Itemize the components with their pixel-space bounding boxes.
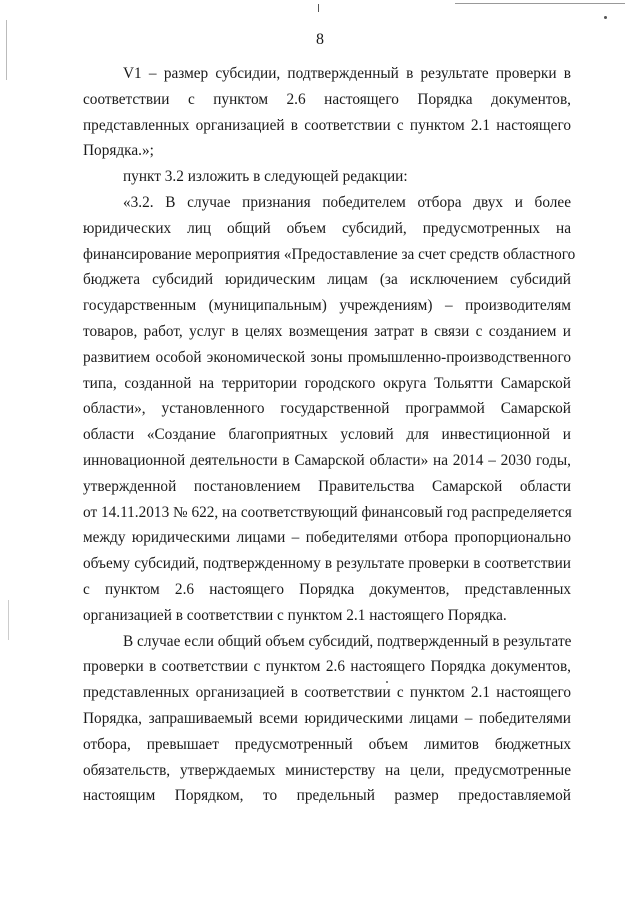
text-line: с пунктом 2.6 настоящего Порядка документов, представленных (83, 581, 571, 598)
text-line: инновационной деятельности в Самарской области» на 2014 – 2030 годы, (83, 452, 571, 469)
text-line: финансирование мероприятия «Предоставление за счет средств областного (83, 245, 576, 263)
scan-edge-mark (6, 20, 7, 80)
text-line: области», установленного государственной программой Самарской (83, 400, 571, 418)
text-line: Порядка, запрашиваемый всеми юридическими лицами – победителями (83, 710, 571, 727)
text-line: представленных организацией в соответствии с пунктом 2.1 настоящего (83, 116, 571, 134)
text-line: В случае если общий объем субсидий, подтвержденный в результате (123, 632, 572, 650)
page-number: 8 (316, 31, 324, 48)
text-line: соответствии с пунктом 2.6 настоящего Порядка документов, (83, 90, 571, 108)
text-line: отбора, превышает предусмотренный объем лимитов бюджетных (83, 735, 571, 753)
text-line: Порядка.»; (83, 142, 154, 160)
scan-dot-mark (604, 16, 607, 19)
text-line: проверки в соответствии с пунктом 2.6 настоящего Порядка документов, (83, 658, 571, 676)
text-line: организацией в соответствии с пунктом 2.1 настоящего Порядка. (83, 606, 507, 624)
text-line: товаров, работ, услуг в целях возмещения затрат в связи с созданием и (83, 323, 571, 340)
text-line: пункт 3.2 изложить в следующей редакции: (123, 168, 408, 186)
scan-edge-mark (8, 600, 9, 640)
text-line: типа, созданной на территории городского округа Тольятти Самарской (83, 374, 571, 392)
text-line: развитием особой экономической зоны промышленно-производственного (83, 348, 571, 366)
text-line: представленных организацией в соответствии с пунктом 2.1 настоящего (83, 684, 571, 702)
text-line: обязательств, утверждаемых министерству на цели, предусмотренные (83, 761, 571, 779)
text-line: «3.2. В случае признания победителем отбора двух и более (123, 194, 571, 211)
scan-tick-mark (318, 4, 319, 12)
text-line: юридических лиц общий объем субсидий, предусмотренных на (83, 219, 571, 237)
text-line: области «Создание благоприятных условий для инвестиционной и (83, 426, 571, 444)
text-line: между юридическими лицами – победителями отбора пропорционально (83, 529, 571, 547)
text-line: V1 – размер субсидии, подтвержденный в результате проверки в (123, 65, 571, 82)
scan-edge-line (455, 3, 625, 4)
text-line: государственным (муниципальным) учреждениям) – производителям (83, 297, 571, 315)
text-line: объему субсидий, подтвержденному в результате проверки в соответствии (83, 555, 571, 573)
text-line: утвержденной постановлением Правительства Самарской области (83, 477, 571, 495)
text-line: настоящим Порядком, то предельный размер предоставляемой (83, 787, 571, 805)
text-line: от 14.11.2013 № 622, на соответствующий финансовый год распределяется (83, 503, 572, 521)
text-line: бюджета субсидий юридическим лицам (за исключением субсидий (83, 271, 571, 289)
